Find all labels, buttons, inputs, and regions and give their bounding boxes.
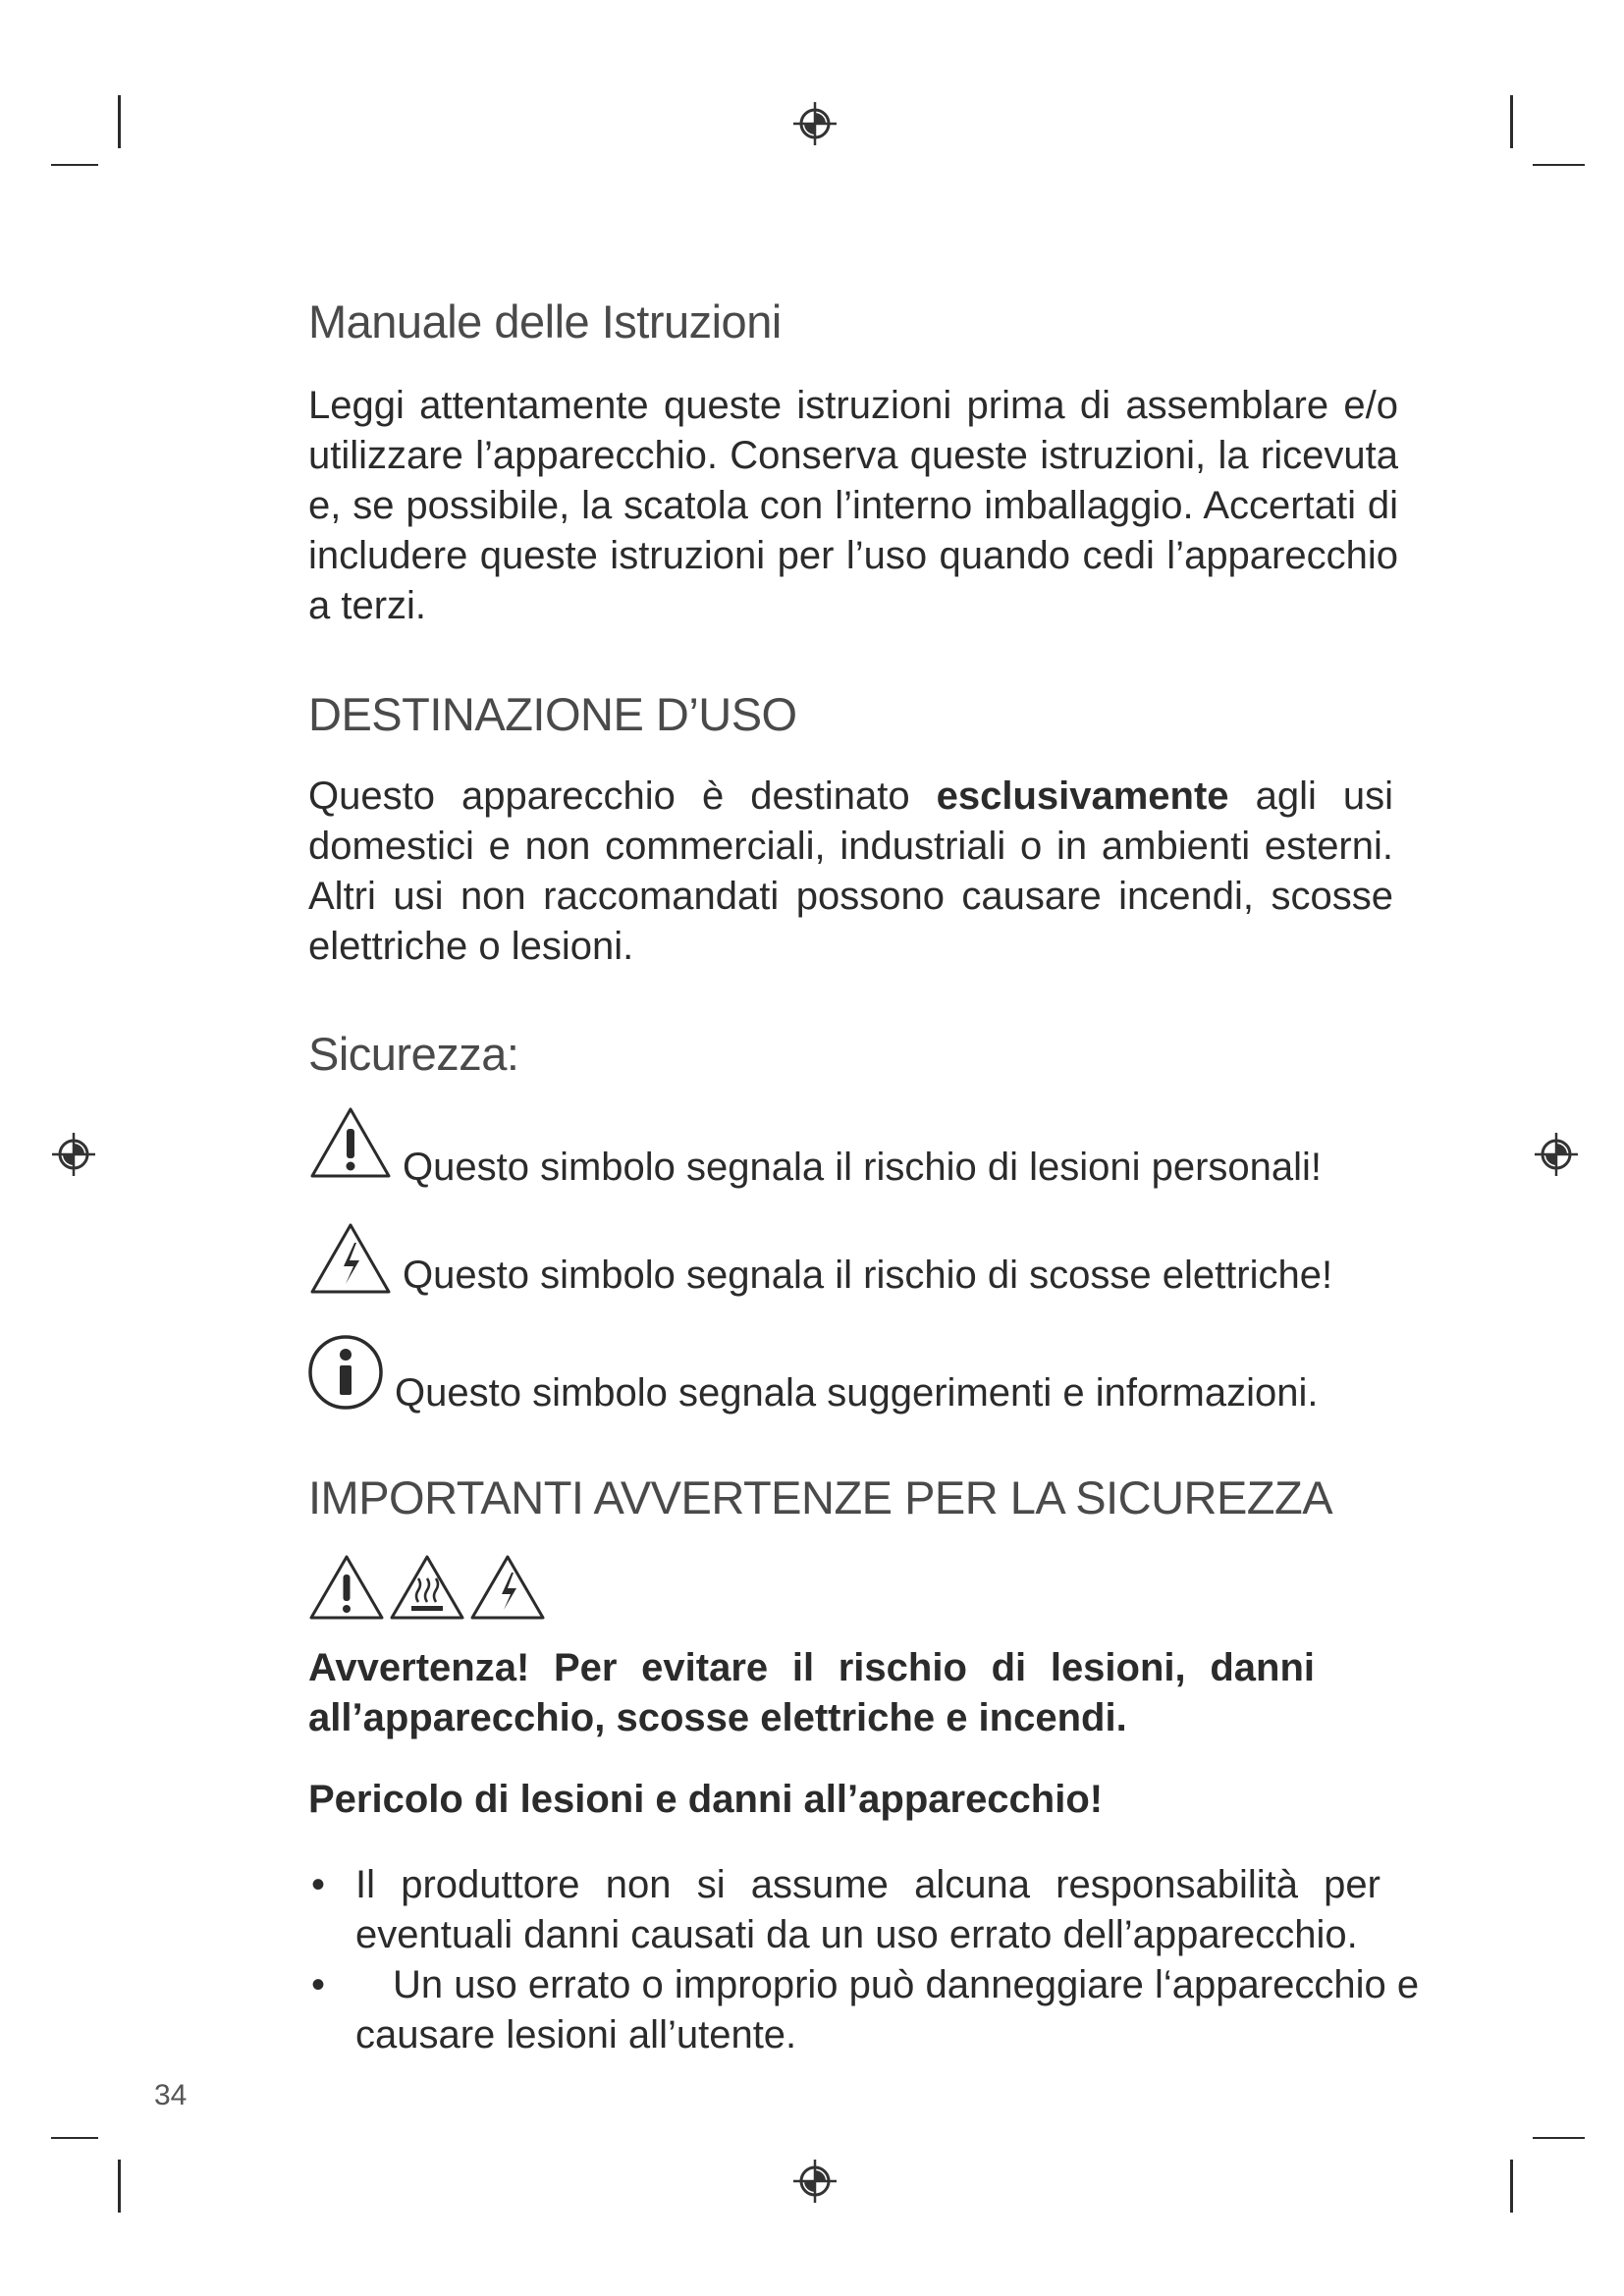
- intended-use-heading: DESTINAZIONE D’USO: [308, 688, 797, 740]
- page-number: 34: [154, 2079, 188, 2111]
- crop-mark: [1533, 164, 1585, 166]
- intended-use-text: Questo apparecchio è destinato: [308, 774, 937, 818]
- crop-mark: [118, 95, 121, 148]
- bullet-icon: •: [311, 1963, 326, 2006]
- crop-mark: [118, 2160, 121, 2213]
- important-heading: IMPORTANTI AVVERTENZE PER LA SICUREZZA: [308, 1471, 1333, 1523]
- list-item-text: Un uso errato o improprio può danneggiare l‘apparecchio e causare lesioni all’utente.: [355, 1963, 1420, 2056]
- crop-mark: [1533, 2137, 1585, 2139]
- crop-mark: [51, 2137, 98, 2139]
- symbol-row-info: [306, 1333, 1319, 1415]
- list-item: [308, 1960, 1428, 2060]
- safety-heading: Sicurezza:: [308, 1028, 519, 1080]
- hot-surface-icon: [388, 1553, 466, 1622]
- warning-icons-row: [307, 1553, 547, 1622]
- crop-mark: [51, 164, 98, 166]
- warning-exclamation-icon: [307, 1553, 386, 1622]
- warning-exclamation-icon: [308, 1105, 393, 1180]
- info-icon: [306, 1333, 385, 1412]
- symbol-text: Questo simbolo segnala il rischio di lesioni personali!: [403, 1146, 1323, 1189]
- symbol-text: Questo simbolo segnala suggerimenti e informazioni.: [395, 1371, 1319, 1415]
- list-item: [308, 1860, 1428, 1960]
- symbol-row-electric-shock: [308, 1221, 1332, 1296]
- bullet-icon: •: [311, 1863, 326, 1906]
- warning-paragraph: Avvertenza! Per evitare il rischio di lesioni, danni all’apparecchio, scosse elettriche e incendi.: [308, 1646, 1315, 1739]
- bullet-list: [308, 1860, 1428, 2060]
- intended-use-emphasis: esclusivamente: [936, 774, 1229, 818]
- intended-use-text: agli usi domestici e non commerciali, industriali o in ambienti esterni. Altri usi non raccomandati possono causare incendi, scosse elettriche o lesioni.: [308, 774, 1393, 968]
- electric-hazard-icon: [308, 1221, 393, 1296]
- injury-subheading: Pericolo di lesioni e danni all’apparecchio!: [308, 1778, 1104, 1821]
- crop-mark: [1510, 95, 1513, 148]
- list-item-text: Il produttore non si assume alcuna responsabilità per eventuali danni causati da un uso errato dell’apparecchio.: [355, 1863, 1380, 1956]
- registration-mark-icon: [52, 1133, 95, 1176]
- intended-use-paragraph: [308, 772, 1393, 972]
- registration-mark-icon: [793, 2160, 837, 2203]
- crop-mark: [1510, 2160, 1513, 2213]
- manual-title: Manuale delle Istruzioni: [308, 295, 782, 347]
- symbol-row-personal-injury: [308, 1105, 1323, 1189]
- registration-mark-icon: [793, 102, 837, 145]
- electric-hazard-icon: [468, 1553, 547, 1622]
- registration-mark-icon: [1535, 1133, 1578, 1176]
- intro-paragraph: Leggi attentamente queste istruzioni prima di assemblare e/o utilizzare l’apparecchio. Conserva queste istruzioni, la ricevuta e, se possibile, la scatola con l’interno imballaggio. Accertati di includere queste istruzioni per l’uso quando cedi l’apparecchio a terzi.: [308, 384, 1398, 627]
- symbol-text: Questo simbolo segnala il rischio di scosse elettriche!: [403, 1254, 1333, 1297]
